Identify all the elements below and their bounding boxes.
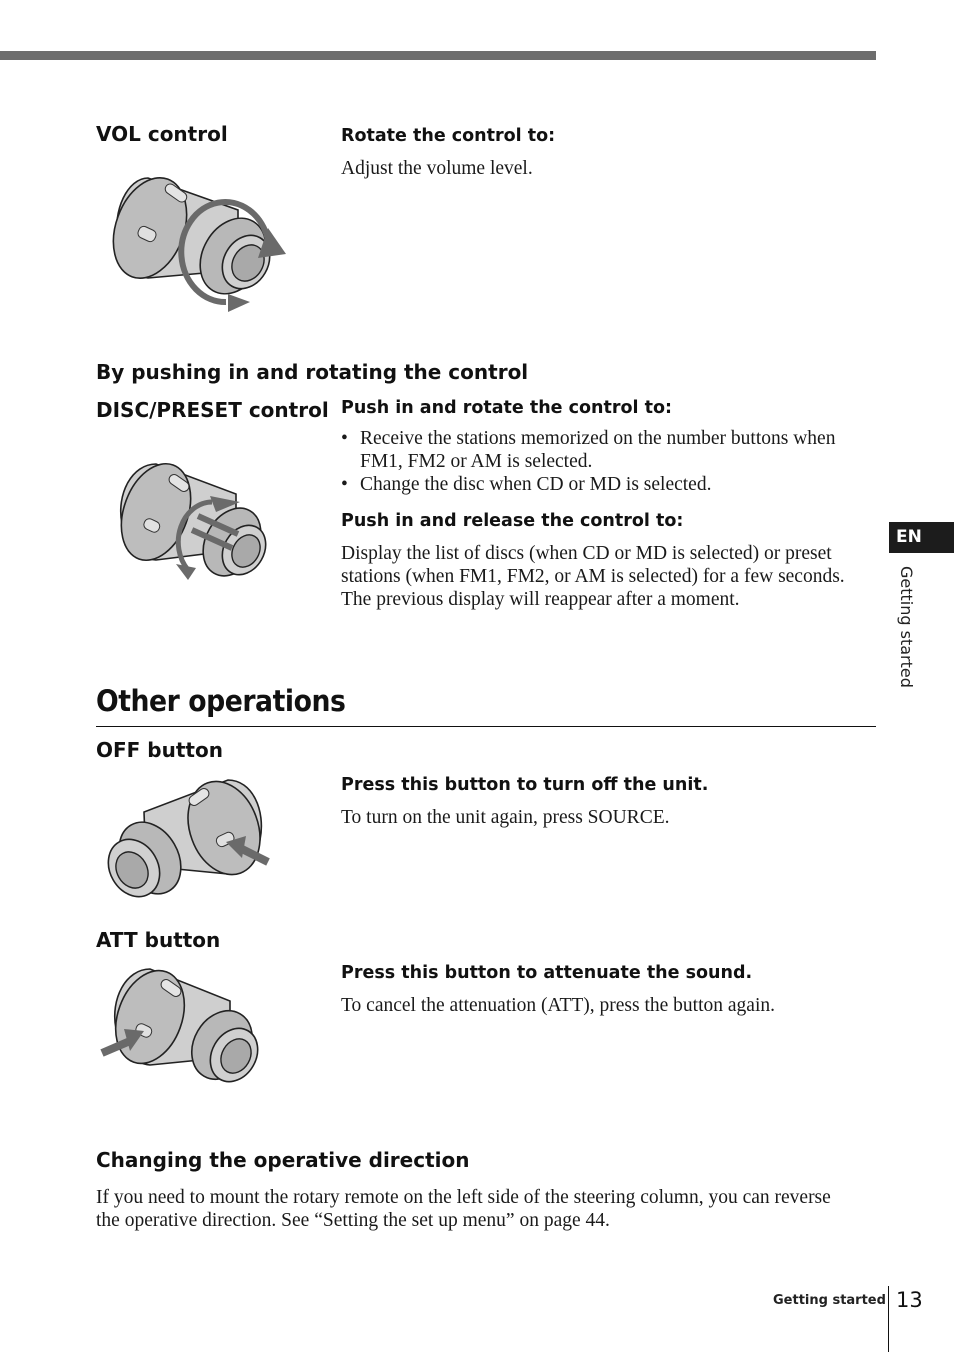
att-button-illustration (100, 965, 268, 1093)
vol-control-illustration (108, 170, 293, 315)
off-description: To turn on the unit again, press SOURCE. (341, 807, 670, 828)
push-rotate-bullets (341, 427, 866, 496)
rotary-remote-body (104, 961, 268, 1090)
vol-description: Adjust the volume level. (341, 158, 533, 179)
att-description: To cancel the attenuation (ATT), press the button again. (341, 995, 775, 1016)
page-number: 13 (896, 1288, 923, 1312)
direction-description: If you need to mount the rotary remote on the left side of the steering column, you can reverse the operative direction. See “Setting the set up menu” on page 44. (96, 1187, 831, 1231)
push-rotate-instruction: Push in and rotate the control to: (341, 398, 672, 418)
att-button-heading: ATT button (96, 928, 221, 952)
bullet-item: • Receive the stations memorized on the number buttons when FM1, FM2 or AM is selected. (341, 427, 866, 473)
off-button-heading: OFF button (96, 738, 223, 762)
side-section-label: Getting started (897, 566, 916, 688)
bullet-item: • Change the disc when CD or MD is selected. (341, 473, 866, 496)
vol-control-heading: VOL control (96, 122, 228, 146)
top-header-bar (0, 51, 876, 60)
vol-instruction: Rotate the control to: (341, 126, 556, 146)
direction-heading: Changing the operative direction (96, 1148, 470, 1172)
disc-preset-illustration (112, 458, 277, 588)
off-instruction: Press this button to turn off the unit. (341, 775, 709, 795)
att-instruction: Press this button to attenuate the sound. (341, 963, 753, 983)
section-divider (96, 726, 876, 727)
rotary-remote-body (109, 454, 274, 586)
push-rotate-subheading: By pushing in and rotating the control (96, 360, 529, 384)
rotary-remote-body (98, 771, 272, 906)
off-button-illustration (104, 776, 274, 904)
footer-section-label: Getting started (773, 1293, 886, 1308)
disc-preset-heading: DISC/PRESET control (96, 398, 329, 422)
push-release-description: Display the list of discs (when CD or MD is selected) or preset stations (when FM1, FM2, or AM is selected) for a few seconds. The previous display will reappear after a moment. (341, 543, 845, 610)
push-release-instruction: Push in and release the control to: (341, 511, 684, 531)
language-tab: EN (889, 522, 954, 553)
footer-divider (888, 1286, 889, 1352)
section-title-other-operations: Other operations (96, 684, 346, 718)
